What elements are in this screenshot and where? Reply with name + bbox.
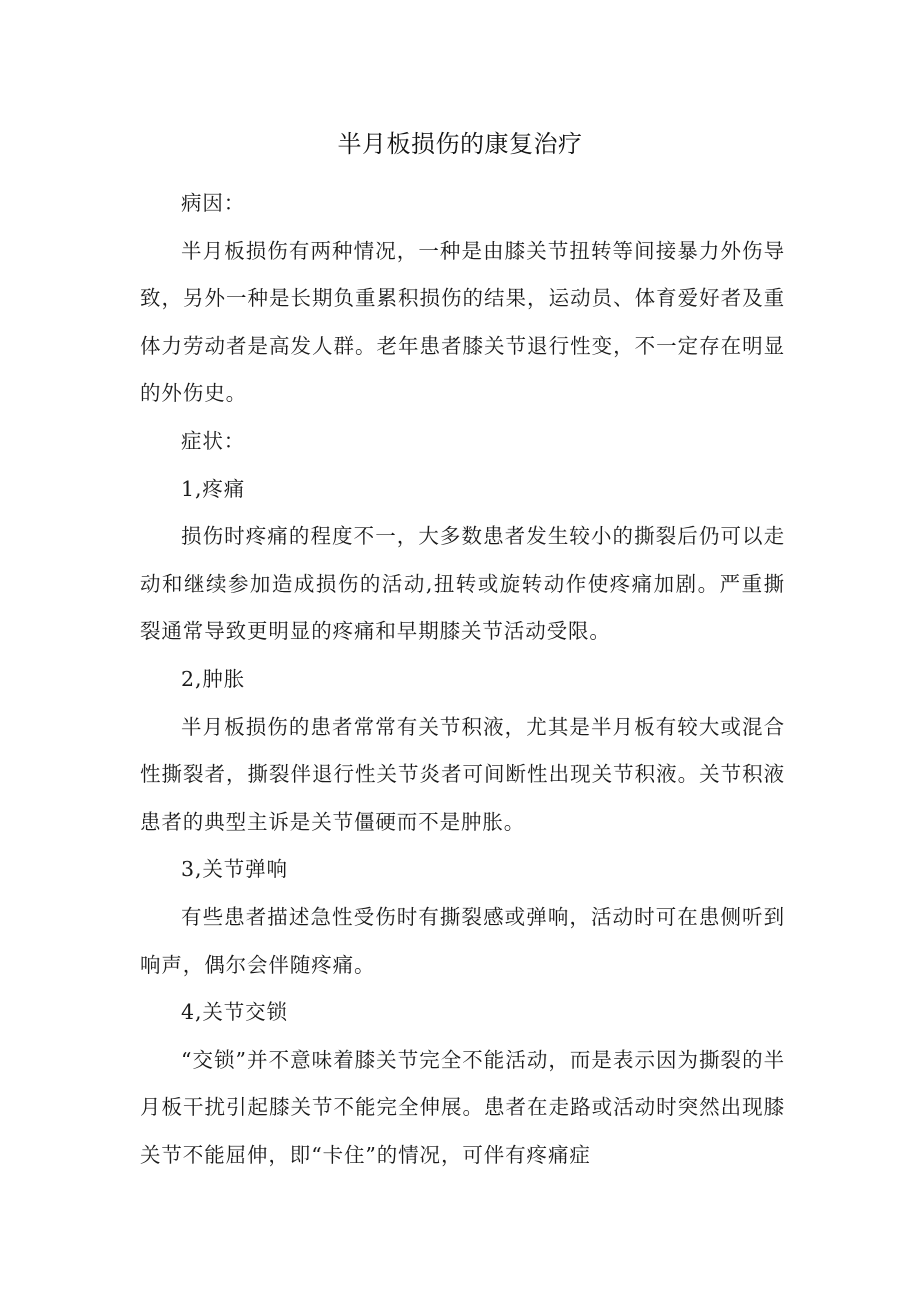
subheading-pain: 1,疼痛 bbox=[181, 476, 246, 501]
paragraph-joint-clicking: 有些患者描述急性受伤时有撕裂感或弹响，活动时可在患侧听到响声，偶尔会伴随疼痛。 bbox=[140, 904, 785, 977]
subheading-swelling: 2,肿胀 bbox=[181, 666, 246, 691]
subheading-joint-locking: 4,关节交锁 bbox=[181, 1000, 288, 1025]
section-heading-symptoms: 症状： bbox=[181, 428, 246, 453]
subheading-joint-clicking: 3,关节弹响 bbox=[181, 857, 288, 882]
paragraph-pain: 损伤时疼痛的程度不一，大多数患者发生较小的撕裂后仍可以走动和继续参加造成损伤的活动,扭转或旋转动作使疼痛加剧。严重撕裂通常导致更明显的疼痛和早期膝关节活动受限。 bbox=[140, 524, 785, 644]
paragraph-swelling: 半月板损伤的患者常常有关节积液，尤其是半月板有较大或混合性撕裂者，撕裂伴退行性关节炎者可间断性出现关节积液。关节积液患者的典型主诉是关节僵硬而不是肿胀。 bbox=[140, 714, 785, 834]
paragraph-cause: 半月板损伤有两种情况，一种是由膝关节扭转等间接暴力外伤导致，另外一种是长期负重累积损伤的结果，运动员、体育爱好者及重体力劳动者是高发人群。老年患者膝关节退行性变，不一定存在明显的外伤史。 bbox=[140, 238, 785, 406]
paragraph-joint-locking: “交锁”并不意味着膝关节完全不能活动，而是表示因为撕裂的半月板干扰引起膝关节不能完全伸展。患者在走路或活动时突然出现膝关节不能屈伸，即“卡住”的情况，可伴有疼痛症 bbox=[140, 1047, 785, 1167]
section-heading-cause: 病因： bbox=[181, 191, 246, 215]
document-body bbox=[140, 180, 785, 1179]
document-title: 半月板损伤的康复治疗 bbox=[337, 130, 583, 158]
